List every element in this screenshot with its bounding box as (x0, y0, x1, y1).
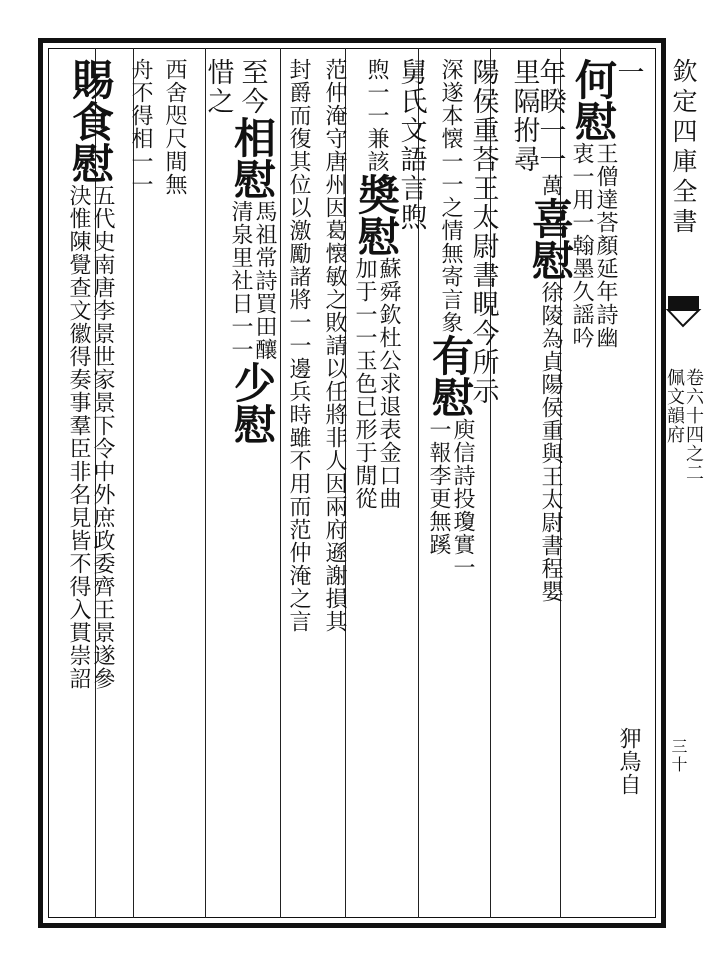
column-text: 封爵而復其位以激勵諸將一一邊兵時雖不用而范仲淹之言 (286, 58, 311, 633)
annotation-line: 清泉里社日一一 (228, 200, 253, 361)
annotation-line: 加于一一玉色已形于閒從 (352, 257, 377, 510)
column-text: 深遂本懐一一之情無寄言象 (438, 58, 463, 334)
headword: 有慰 (426, 334, 475, 418)
fish-tail-mark-icon (668, 296, 699, 336)
annotation-line: 王僧達荅顏延年詩幽 (593, 142, 618, 349)
headword: 少慰 (228, 361, 277, 445)
annotation (67, 184, 113, 690)
annotation-line: 蘇舜欽杜公求退表金口曲 (376, 257, 401, 510)
headword: 相慰 (228, 116, 277, 200)
volume-text: 卷六十四之二 (683, 368, 704, 482)
headword: 喜慰 (526, 197, 575, 281)
annotation-line: 一報李更無蹊 (426, 418, 451, 556)
column-text: 里隔拊尋 (508, 58, 540, 174)
column-text: 范仲淹守唐州因葛懐敏之敗請以任將非人因兩府遜謝損其 (322, 58, 347, 633)
annotation-line: 庾信詩投瓊實一 (450, 418, 475, 579)
page-number-text: 三十 (669, 738, 688, 774)
column-text: 舟不得相一一 (128, 58, 153, 196)
column-text: 一 (612, 58, 644, 87)
annotation-line: 萬 (538, 174, 563, 197)
annotation-line: 徐陵為貞陽侯重與王太尉書程嬰 (538, 281, 563, 603)
page-margin (664, 38, 704, 928)
collection-title-text: 欽定四庫全書 (669, 58, 698, 238)
column-text: 至今 (236, 58, 268, 116)
headword: 賜食慰 (66, 58, 115, 184)
column-text: 陽侯重荅王太尉書睍今所示 (467, 58, 499, 406)
annotation-line: 狎鳥自 (616, 727, 641, 796)
annotation-line: 決惟陳覺查文徽得奏事羣臣非名見皆不得入貫崇詔 (66, 184, 91, 690)
column-text: 舅氏文語言煦 (395, 58, 427, 232)
column-text: 年睽一一 (534, 58, 566, 174)
column-text: 惜之 (202, 58, 234, 116)
work-title-text: 佩文韻府 (664, 368, 685, 444)
headword: 何慰 (569, 58, 618, 142)
column-text: 西舍咫尺間無 (162, 58, 187, 196)
annotation-line: 五代史南唐李景世家景下令中外庶政委齊王景遂參 (90, 184, 115, 690)
text-column (54, 58, 126, 908)
annotation-line: 衷一用一翰墨久謡吟 (569, 142, 594, 349)
headword: 奬慰 (352, 173, 401, 257)
page-number (670, 738, 686, 778)
annotation-line: 馬祖常詩買田釀 (252, 200, 277, 361)
column-text: 煦一一兼該 (364, 58, 389, 173)
collection-title (666, 58, 701, 238)
volume-label (664, 368, 704, 482)
